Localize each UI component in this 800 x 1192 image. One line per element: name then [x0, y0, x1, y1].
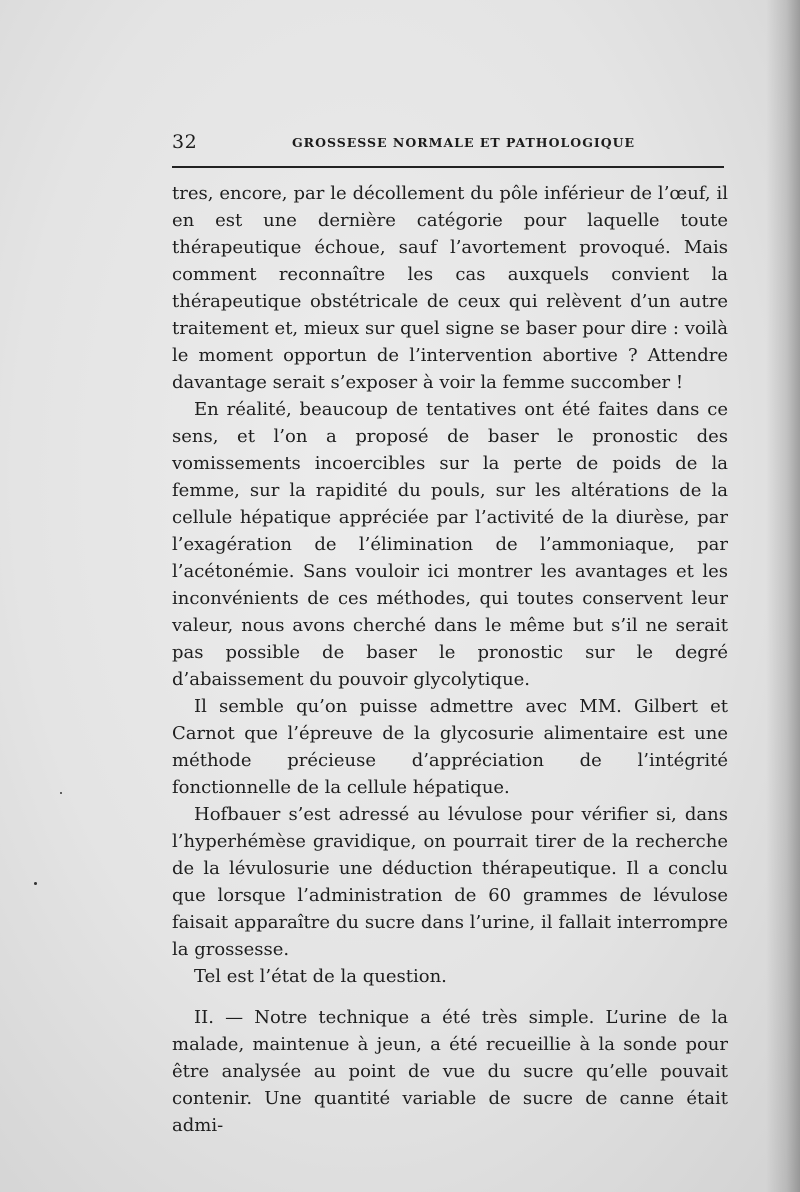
paragraph: Il semble qu’on puisse admettre avec MM. Gilbert et Carnot que l’épreuve de la glycosurie alimentaire est une méthode précieuse d’appréciation de l’intégrité fonctionnelle de la cellule hépatique. [172, 696, 728, 798]
paragraph: Hofbauer s’est adressé au lévulose pour vérifier si, dans l’hyperhémèse gravidique, on pourrait tirer de la recherche de la lévulosurie une déduction thérapeutique. Il a conclu que lorsque l’administration de 60 grammes de lévulose faisait apparaître du sucre dans l’urine, il fallait interrompre la grossesse. [172, 804, 728, 960]
page-number: 32 [172, 131, 198, 153]
page-header [172, 131, 724, 161]
paper-speck [60, 792, 62, 794]
page-gutter-shadow [766, 0, 800, 1192]
paragraph-continued: tres, encore, par le décollement du pôle inférieur de l’œuf, il en est une dernière catégorie pour laquelle toute thérapeutique échoue, sauf l’avortement provoqué. Mais comment reconnaître les cas auxquels convient la thérapeutique obstétricale de ceux qui relèvent d’un autre traitement et, mieux sur quel signe se baser pour dire : voilà le moment opportun de l’intervention abortive ? Attendre davantage serait s’exposer à voir la femme succomber ! [172, 183, 728, 393]
paragraph-section-two: II. — Notre technique a été très simple. L’urine de la malade, maintenue à jeun, a été recueillie à la sonde pour être analysée au point de vue du sucre qu’elle pouvait contenir. Une quantité variable de sucre de canne était admi- [172, 1007, 728, 1136]
paper-speck [34, 882, 37, 885]
body-text [172, 180, 728, 1139]
paragraph: En réalité, beaucoup de tentatives ont été faites dans ce sens, et l’on a proposé de baser le pronostic des vomissements incoercibles sur la perte de poids de la femme, sur la rapidité du pouls, sur les altérations de la cellule hépatique appréciée par l’activité de la diurèse, par l’exagération de l’élimination de l’ammoniaque, par l’acétonémie. Sans vouloir ici montrer les avantages et les inconvénients de ces méthodes, qui toutes conservent leur valeur, nous avons cherché dans le même but s’il ne serait pas possible de baser le pronostic sur le degré d’abaissement du pouvoir glycolytique. [172, 399, 728, 690]
header-rule [172, 166, 724, 168]
running-title: GROSSESSE NORMALE ET PATHOLOGIQUE [292, 135, 636, 150]
paragraph: Tel est l’état de la question. [194, 966, 447, 987]
